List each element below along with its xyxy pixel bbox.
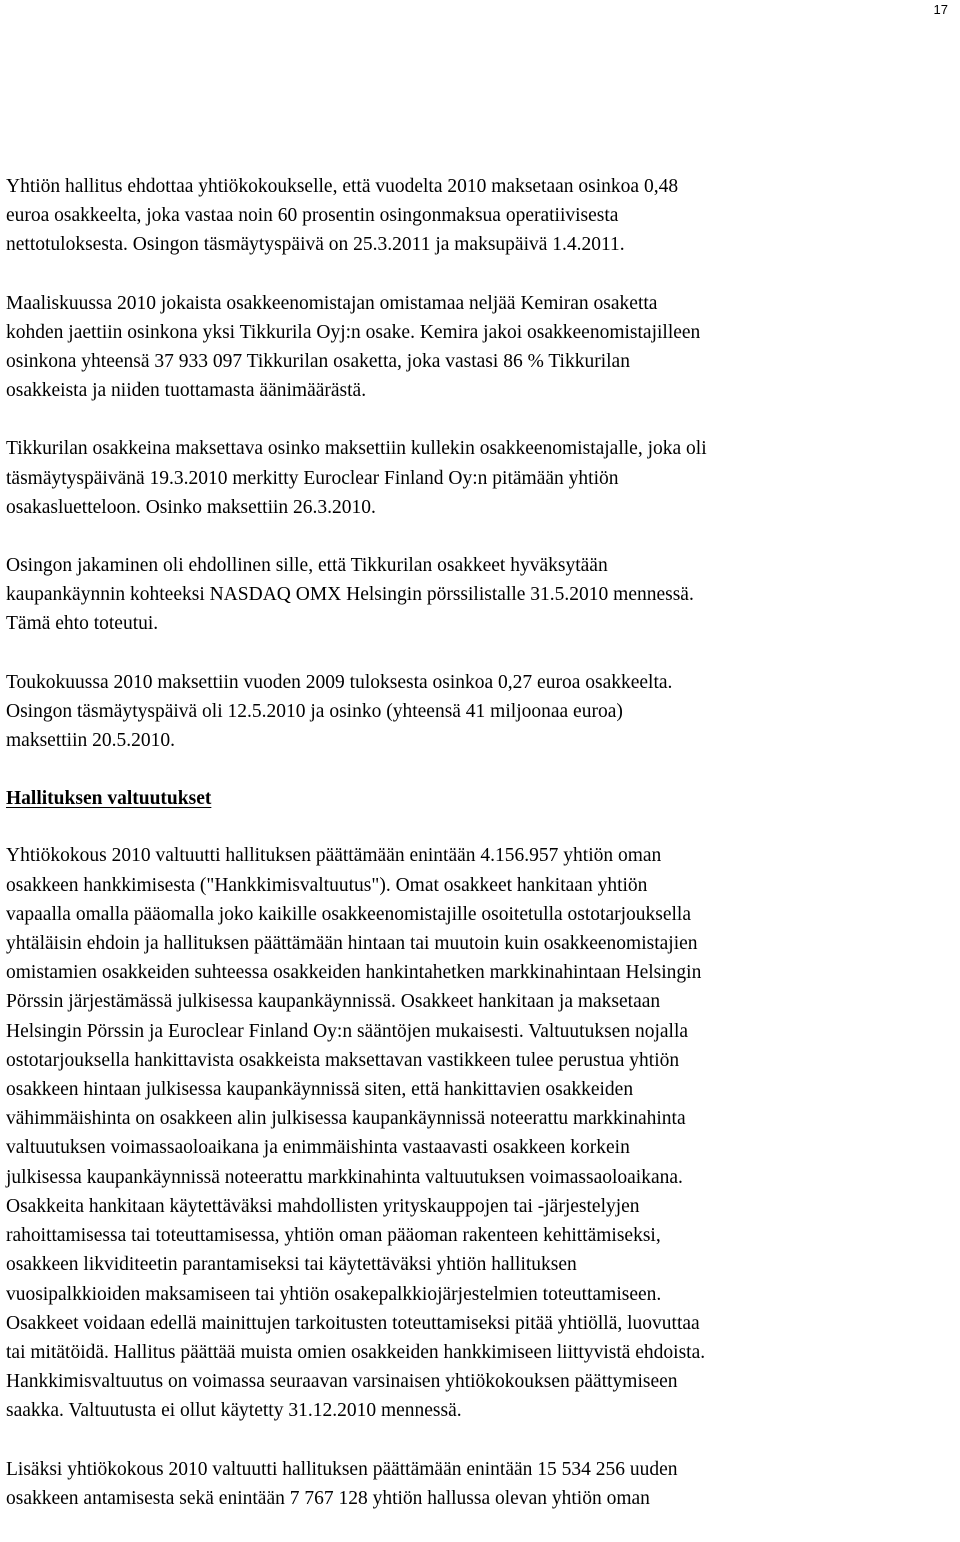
- text-line: osakkeen hintaan julkisessa kaupankäynnissä siten, että hankittavien osakkeiden: [6, 1079, 634, 1101]
- text-line: omistamien osakkeiden suhteessa osakkeiden hankintahetken markkinahintaan Helsingin: [6, 962, 702, 984]
- text-line: Hankkimisvaltuutus on voimassa seuraavan varsinaisen yhtiökokouksen päättymiseen: [6, 1371, 678, 1393]
- text-line: Osingon jakaminen oli ehdollinen sille, että Tikkurilan osakkeet hyväksytään: [6, 555, 608, 577]
- text-line: valtuutuksen voimassaoloaikana ja enimmäishinta vastaavasti osakkeen korkein: [6, 1137, 630, 1159]
- paragraph-dividend-condition: [6, 551, 946, 639]
- text-line: osakkeen antamisesta sekä enintään 7 767 128 yhtiön hallussa olevan yhtiön oman: [6, 1487, 650, 1509]
- text-line: Yhtiökokous 2010 valtuutti hallituksen päättämään enintään 4.156.957 yhtiön oman: [6, 845, 662, 867]
- text-line: Lisäksi yhtiökokous 2010 valtuutti hallituksen päättämään enintään 15 534 256 uuden: [6, 1458, 678, 1480]
- paragraph-share-issue-authorization: [6, 1455, 946, 1513]
- text-line: kaupankäynnin kohteeksi NASDAQ OMX Helsingin pörssilistalle 31.5.2010 mennessä.: [6, 584, 694, 606]
- text-line: rahoittamisessa tai toteuttamisessa, yhtiön oman pääoman rakenteen kehittämiseksi,: [6, 1225, 661, 1247]
- text-line: kohden jaettiin osinkona yksi Tikkurila Oyj:n osake. Kemira jakoi osakkeenomistajilleen: [6, 321, 701, 343]
- paragraph-tikkurila-distribution: [6, 289, 946, 406]
- text-line: Helsingin Pörssin ja Euroclear Finland Oy:n sääntöjen mukaisesti. Valtuutuksen nojalla: [6, 1020, 689, 1042]
- document-body: [6, 172, 946, 1542]
- text-line: Tikkurilan osakkeina maksettava osinko maksettiin kullekin osakkeenomistajalle, joka oli: [6, 438, 707, 460]
- text-line: ostotarjouksella hankittavista osakkeista maksettavan vastikkeen tulee perustua yhtiön: [6, 1049, 680, 1071]
- text-line: Osakkeet voidaan edellä mainittujen tarkoitusten toteuttamiseksi pitää yhtiöllä, luovuttaa: [6, 1312, 700, 1334]
- paragraph-may-dividend: [6, 668, 946, 756]
- text-line: vähimmäishinta on osakkeen alin julkisessa kaupankäynnissä noteerattu markkinahinta: [6, 1108, 686, 1130]
- text-line: osinkona yhteensä 37 933 097 Tikkurilan osaketta, joka vastasi 86 % Tikkurilan: [6, 351, 630, 373]
- text-line: julkisessa kaupankäynnissä noteerattu markkinahinta valtuutuksen voimassaoloaikana.: [6, 1166, 683, 1188]
- text-line: nettotuloksesta. Osingon täsmäytyspäivä on 25.3.2011 ja maksupäivä 1.4.2011.: [6, 234, 625, 256]
- section-heading: Hallituksen valtuutukset: [6, 788, 212, 810]
- text-line: Osakkeita hankitaan käytettäväksi mahdollisten yrityskauppojen tai -järjestelyjen: [6, 1195, 640, 1217]
- text-line: osakkeen hankkimisesta ("Hankkimisvaltuutus"). Omat osakkeet hankitaan yhtiön: [6, 874, 648, 896]
- text-line: vapaalla omalla pääomalla joko kaikille osakkeenomistajille osoitetulla ostotarjouksella: [6, 903, 692, 925]
- text-line: Pörssin järjestämässä julkisessa kaupankäynnissä. Osakkeet hankitaan ja maksetaan: [6, 991, 661, 1013]
- text-line: yhtäläisin ehdoin ja hallituksen päättämään hintaan tai muutoin kuin osakkeenomistajien: [6, 933, 698, 955]
- text-line: osakkeista ja niiden tuottamasta äänimäärästä.: [6, 380, 367, 402]
- text-line: euroa osakkeelta, joka vastaa noin 60 prosentin osingonmaksua operatiivisesta: [6, 205, 619, 227]
- text-line: Osingon täsmäytyspäivä oli 12.5.2010 ja osinko (yhteensä 41 miljoonaa euroa): [6, 700, 623, 722]
- text-line: Tämä ehto toteutui.: [6, 613, 159, 635]
- text-line: Toukokuussa 2010 maksettiin vuoden 2009 tuloksesta osinkoa 0,27 euroa osakkeelta.: [6, 671, 673, 693]
- text-line: Yhtiön hallitus ehdottaa yhtiökokoukselle, että vuodelta 2010 maksetaan osinkoa 0,48: [6, 176, 679, 197]
- text-line: vuosipalkkioiden maksamiseen tai yhtiön osakepalkkiojärjestelmien toteuttamiseen.: [6, 1283, 662, 1305]
- text-line: osakkeen likviditeetin parantamiseksi tai käytettäväksi yhtiön hallituksen: [6, 1254, 577, 1276]
- paragraph-repurchase-authorization: [6, 841, 946, 1425]
- text-line: saakka. Valtuutusta ei ollut käytetty 31.12.2010 mennessä.: [6, 1400, 462, 1422]
- text-line: maksettiin 20.5.2010.: [6, 730, 175, 752]
- text-line: täsmäytyspäivänä 19.3.2010 merkitty Euroclear Finland Oy:n pitämään yhtiön: [6, 467, 619, 489]
- paragraph-dividend-proposal: [6, 172, 946, 260]
- text-line: Maaliskuussa 2010 jokaista osakkeenomistajan omistamaa neljää Kemiran osaketta: [6, 292, 658, 314]
- paragraph-share-dividend-payment: [6, 434, 946, 522]
- text-line: tai mitätöidä. Hallitus päättää muista omien osakkeiden hankkimiseen liittyvistä ehdoista.: [6, 1341, 706, 1363]
- page-number: 17: [933, 2, 948, 17]
- text-line: osakasluetteloon. Osinko maksettiin 26.3.2010.: [6, 496, 376, 518]
